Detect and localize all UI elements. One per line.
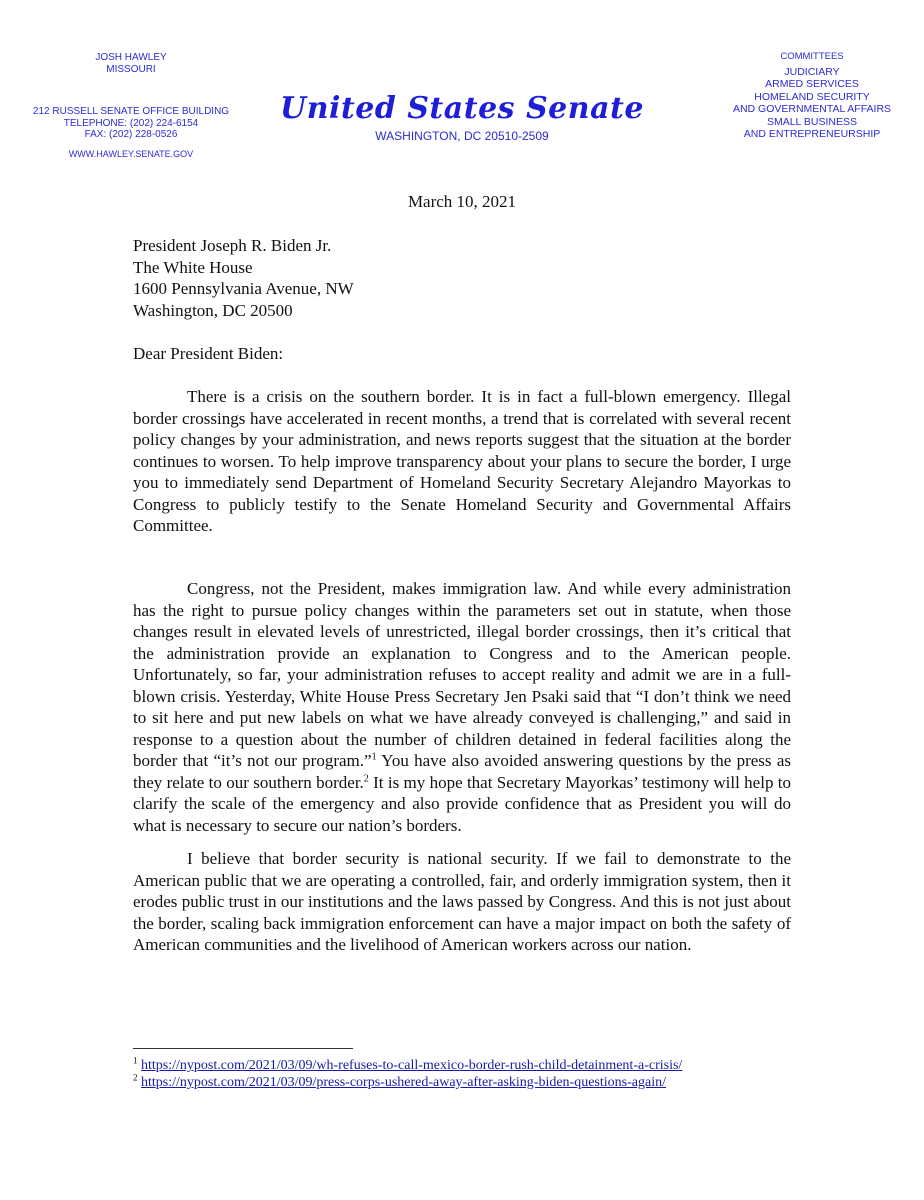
paragraph-2-text: Congress, not the President, makes immigration law. And while every administration has the right to pursue policy changes within the parameters set out in statute, when those changes result in elevated levels of unrestricted, illegal border crossings, then it’s critical that the administration provide an explanation to Congress and to the American people. Unfortunately, so far, your administration refuses to accept reality and admit we are in a full-blown crisis. Yesterday, White House Press Secretary Jen Psaki said that “I don’t think we need to sit here and put new labels on what we have already conveyed is challenging,” and said in response to a question about the number of children detained in federal facilities along the border that “it’s not our program.” <box>133 579 791 770</box>
footnote-number: 1 <box>133 1055 138 1066</box>
paragraph-2-text: It is my hope that Secretary Mayorkas’ testimony will help to clarify the scale of the emergency and also provide confidence that as President you will do what is necessary to secure our nation’s borders. <box>133 772 791 835</box>
website: WWW.HAWLEY.SENATE.GOV <box>68 148 194 159</box>
recipient-line: President Joseph R. Biden Jr. <box>133 236 332 255</box>
recipient-line: The White House <box>133 257 253 277</box>
letter-date: March 10, 2021 <box>407 192 517 211</box>
committee-item: AND GOVERNMENTAL AFFAIRS <box>732 103 892 115</box>
footnote-divider <box>133 1048 353 1049</box>
paragraph-2-text: You have also avoided answering questions by the press as they relate to our southern border. <box>133 751 791 792</box>
senator-name: JOSH HAWLEY <box>95 52 167 63</box>
salutation: Dear President Biden: <box>133 344 284 363</box>
committees-block <box>700 51 924 141</box>
paragraph-3: I believe that border security is national security. If we fail to demonstrate to the American public that we are operating a controlled, fair, and orderly immigration system, then it erodes public trust in our institutions and the laws passed by Congress. And this is not just about the border, scaling back immigration enforcement can have a major impact on both the safety of American communities and the livelihood of American workers across our nation. <box>133 849 791 954</box>
committees-label: COMMITTEES <box>780 51 844 62</box>
recipient-line: 1600 Pennsylvania Avenue, NW <box>133 279 354 298</box>
footnote-1 <box>133 1057 853 1074</box>
footnotes <box>133 1057 853 1091</box>
footnote-2 <box>133 1074 853 1091</box>
telephone: TELEPHONE: (202) 224-6154 <box>63 117 199 129</box>
committee-item: HOMELAND SECURITY <box>754 90 870 103</box>
senator-contact-block <box>0 52 262 160</box>
committee-item: SMALL BUSINESS <box>766 115 858 128</box>
office-address: 212 RUSSELL SENATE OFFICE BUILDING <box>32 106 230 117</box>
fax: FAX: (202) 228-0526 <box>84 129 178 140</box>
recipient-line: Washington, DC 20500 <box>133 300 293 320</box>
footnote-number: 2 <box>133 1072 138 1083</box>
senate-masthead <box>262 92 662 143</box>
footnote-ref-2: 2 <box>363 772 369 784</box>
recipient-address <box>133 235 791 321</box>
paragraph-1: There is a crisis on the southern border. It is in fact a full-blown emergency. Illegal border crossings have accelerated in recent months, a trend that is correlated with several recent policy changes by your administration, and news reports suggest that the situation at the border continues to worsen. To help improve transparency about your plans to secure the border, I urge you to immediately send Department of Homeland Security Secretary Alejandro Mayorkas to Congress to publicly testify to the Senate Homeland Security and Governmental Affairs Committee. <box>133 387 791 535</box>
footnote-link[interactable]: https://nypost.com/2021/03/09/wh-refuses-to-call-mexico-border-rush-child-detainment-a-crisis/ <box>141 1058 683 1073</box>
footnote-ref-1: 1 <box>371 751 377 763</box>
senator-state: MISSOURI <box>106 63 156 75</box>
paragraph-2 <box>133 578 791 836</box>
committee-item: AND ENTREPRENEURSHIP <box>743 128 881 140</box>
committee-item: ARMED SERVICES <box>765 78 859 90</box>
senate-title: United States Senate <box>280 91 644 126</box>
committee-item: JUDICIARY <box>784 65 840 78</box>
senate-city-line: WASHINGTON, DC 20510-2509 <box>375 129 549 143</box>
footnote-link[interactable]: https://nypost.com/2021/03/09/press-corps-ushered-away-after-asking-biden-questions-again/ <box>141 1075 666 1090</box>
